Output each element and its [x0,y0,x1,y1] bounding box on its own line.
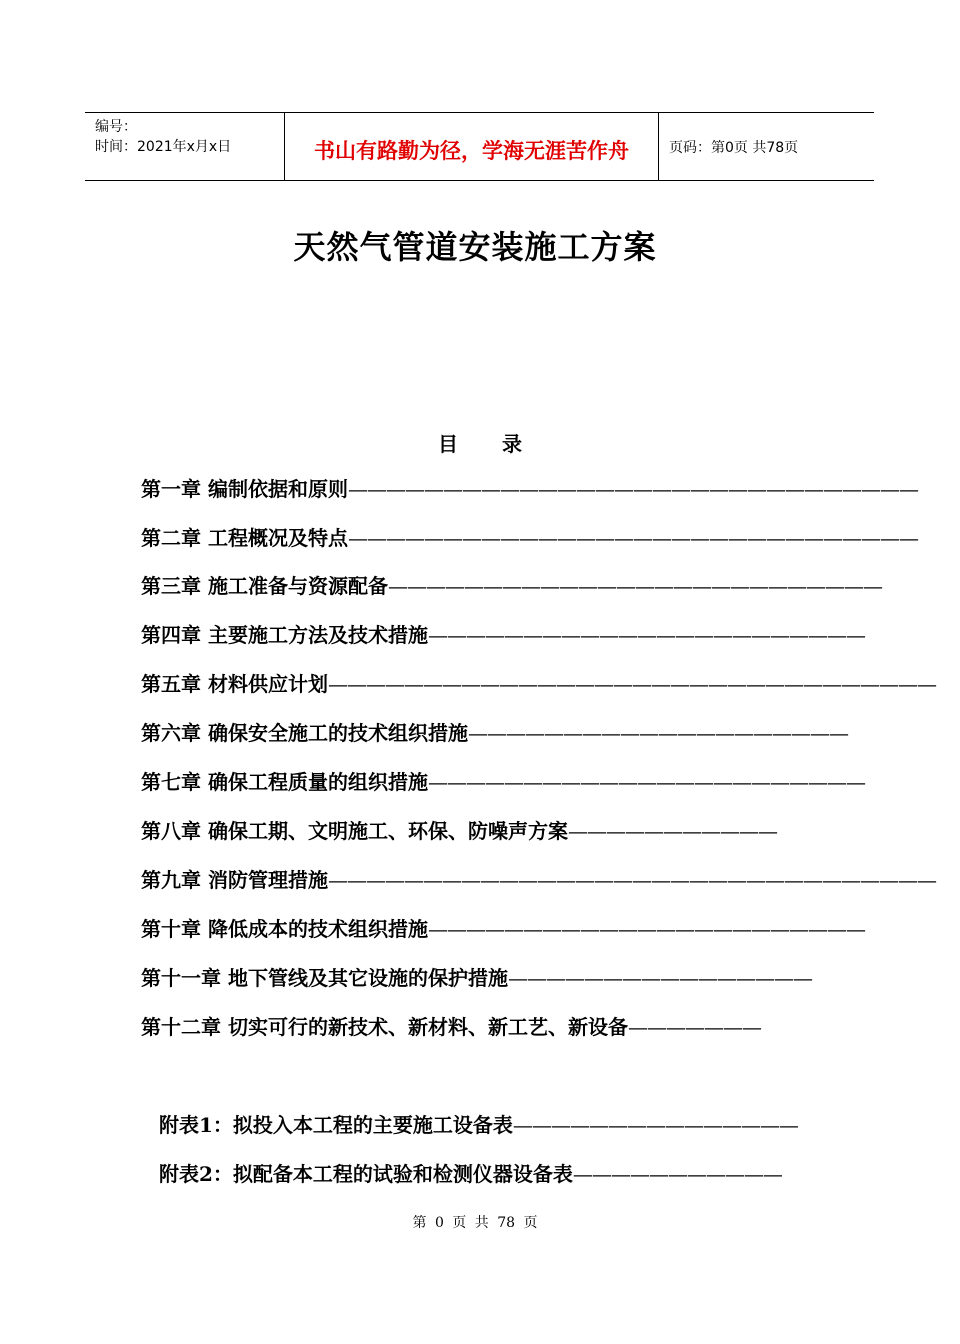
toc-item [141,767,865,797]
toc-leader: ——————————————————————— [427,623,865,647]
toc-item [141,571,882,601]
toc-leader: ——————————— [567,819,777,843]
toc-item-label: 第九章 消防管理措施 [141,868,328,892]
toc-item-label: 第一章 编制依据和原则 [141,477,348,501]
toc-item [141,474,918,504]
toc-leader: ——————————————————————— [427,917,865,941]
page-header [85,112,874,181]
toc-leader: ——————— [627,1015,761,1039]
toc-leader: ———————————————————————————————— [327,868,936,892]
appendix-label: 附表1：拟投入本工程的主要施工设备表 [159,1113,513,1137]
number-label: 编号： [95,119,137,135]
page-footer: 第 0 页 共 78 页 [412,1215,538,1231]
appendix-leader: ——————————— [572,1162,782,1186]
appendix-label: 附表2：拟配备本工程的试验和检测仪器设备表 [159,1162,573,1186]
toc-item-label: 第十章 降低成本的技术组织措施 [141,917,428,941]
toc-leader: —————————————————————————— [387,574,882,598]
appendix-item [159,1110,798,1140]
toc-heading-char-1: 目 [438,432,458,456]
toc-leader: ———————————————— [507,966,812,990]
toc-leader: ———————————————————————————————— [327,672,936,696]
toc-item-label: 第七章 确保工程质量的组织措施 [141,770,428,794]
time-label: 时间：2021年x月x日 [95,139,232,155]
toc-item-label: 第二章 工程概况及特点 [141,526,348,550]
toc-item [141,718,848,748]
toc-leader: —————————————————————————————— [347,526,918,550]
document-title: 天然气管道安装施工方案 [293,228,657,266]
toc-item [141,865,936,895]
toc-item-label: 第八章 确保工期、文明施工、环保、防噪声方案 [141,819,568,843]
toc-item [141,816,791,846]
toc-item-label: 第十二章 切实可行的新技术、新材料、新工艺、新设备 [141,1015,628,1039]
toc-item [141,669,936,699]
header-page-info: 页码：第0页 共78页 [669,139,799,156]
toc-leader: —————————————————————————————— [347,477,918,501]
toc-item-label: 第四章 主要施工方法及技术措施 [141,623,428,647]
toc-item [141,523,918,553]
toc-heading-char-2: 录 [502,432,522,456]
toc-item [141,963,812,993]
toc-item [141,914,865,944]
toc-heading [0,428,960,457]
toc-item-label: 第三章 施工准备与资源配备 [141,574,388,598]
toc-item [141,1012,791,1042]
header-motto: 书山有路勤为径，学海无涯苦作舟 [285,113,659,180]
toc-leader: ———————————————————— [467,721,848,745]
appendix-leader: ——————————————— [512,1113,798,1137]
toc-item-label: 第六章 确保安全施工的技术组织措施 [141,721,468,745]
header-meta [85,113,285,180]
toc-item-label: 第五章 材料供应计划 [141,672,328,696]
toc-item [141,620,865,650]
toc-leader: ——————————————————————— [427,770,865,794]
toc-item-label: 第十一章 地下管线及其它设施的保护措施 [141,966,508,990]
appendix-item [159,1159,782,1189]
